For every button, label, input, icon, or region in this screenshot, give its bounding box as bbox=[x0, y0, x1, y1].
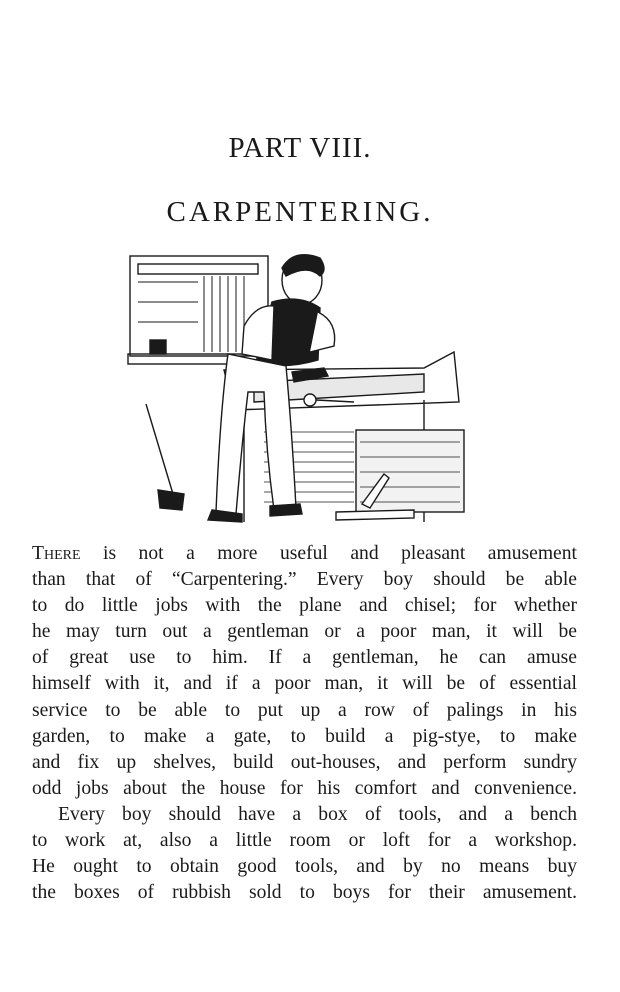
text-line: than that of “Carpentering.” Every boy should be able bbox=[32, 569, 577, 591]
text-line: garden, to make a gate, to build a pig-stye, to make bbox=[32, 725, 577, 747]
text-line: of great use to him. If a gentleman, he can amuse bbox=[32, 647, 577, 669]
text-line: He ought to obtain good tools, and by no means buy bbox=[32, 856, 577, 878]
text-line: to work at, also a little room or loft for a workshop. bbox=[32, 830, 577, 852]
carpenter-illustration bbox=[124, 242, 474, 532]
text-line: is not a more useful and pleasant amusement bbox=[103, 543, 577, 564]
text-line: to do little jobs with the plane and chisel; for whether bbox=[32, 595, 577, 617]
part-title: PART VIII. bbox=[228, 132, 372, 164]
chapter-title: CARPENTERING. bbox=[166, 196, 434, 228]
text-line: Every boy should have a box of tools, and a bench bbox=[58, 803, 577, 825]
body-text bbox=[32, 541, 577, 906]
text-line: he may turn out a gentleman or a poor man, it will be bbox=[32, 621, 577, 643]
text-line: odd jobs about the house for his comfort and convenience. bbox=[32, 777, 577, 799]
text-line: the boxes of rubbish sold to boys for their amusement. bbox=[32, 882, 577, 904]
text-line: service to be able to put up a row of palings in his bbox=[32, 699, 577, 721]
text-line: himself with it, and if a poor man, it will be of essential bbox=[32, 673, 577, 695]
drop-word: There bbox=[32, 543, 81, 564]
paragraph-1-line-1 bbox=[32, 541, 577, 567]
text-line: and fix up shelves, build out-houses, and perform sundry bbox=[32, 751, 577, 773]
